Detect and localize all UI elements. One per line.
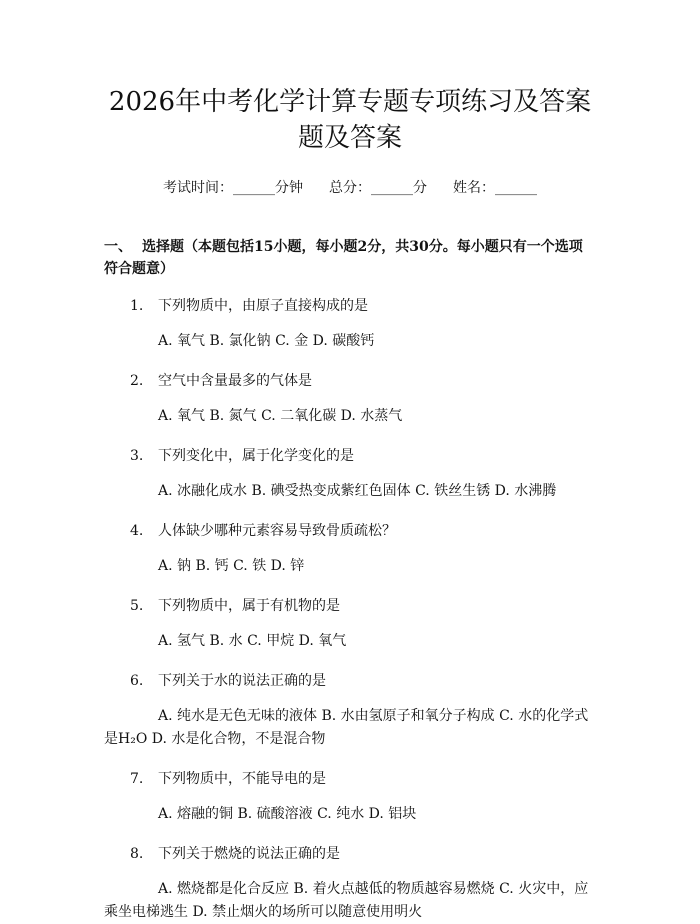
question-item xyxy=(104,296,596,353)
question-number: 6. xyxy=(130,673,144,689)
question-number: 4. xyxy=(130,523,144,539)
question-number: 2. xyxy=(130,373,144,389)
question-options: A. 氢气 B. 水 C. 甲烷 D. 氧气 xyxy=(158,633,347,649)
question-stem xyxy=(104,296,596,316)
time-blank: ______ xyxy=(233,180,275,196)
question-item xyxy=(104,596,596,653)
question-options: A. 燃烧都是化合反应 B. 着火点越低的物质越容易燃烧 C. 火灾中，应乘坐电梯逃生 D. 禁止烟火的场所可以随意使用明火 xyxy=(104,881,589,920)
question-options: A. 钠 B. 钙 C. 铁 D. 锌 xyxy=(158,558,305,574)
time-unit: 分钟 xyxy=(275,180,303,196)
question-item xyxy=(104,769,596,826)
page-title: 2026年中考化学计算专题专项练习及答案题及答案 xyxy=(108,87,592,153)
score-blank: ______ xyxy=(371,180,413,196)
score-unit: 分 xyxy=(413,180,427,196)
name-label: 姓名： xyxy=(453,180,495,196)
question-text: 下列物质中，不能导电的是 xyxy=(158,771,326,787)
name-blank: ______ xyxy=(495,180,537,196)
question-number: 8. xyxy=(130,846,144,862)
question-stem xyxy=(104,521,596,541)
question-number: 5. xyxy=(130,598,144,614)
question-item xyxy=(104,446,596,503)
question-options: A. 纯水是无色无味的液体 B. 水由氢原子和氧分子构成 C. 水的化学式是H₂O D. 水是化合物，不是混合物 xyxy=(104,708,589,747)
question-stem xyxy=(104,769,596,789)
question-stem xyxy=(104,596,596,616)
question-options: A. 氧气 B. 氮气 C. 二氧化碳 D. 水蒸气 xyxy=(158,408,403,424)
section-number: 一、 xyxy=(104,239,132,255)
question-number: 3. xyxy=(130,448,144,464)
exam-info-line xyxy=(104,178,596,198)
section-text: 选择题（本题包括15小题，每小题2分，共30分。每小题只有一个选项符合题意） xyxy=(104,239,583,277)
question-text: 人体缺少哪种元素容易导致骨质疏松？ xyxy=(158,523,396,539)
question-text: 下列物质中，属于有机物的是 xyxy=(158,598,340,614)
question-item xyxy=(104,844,596,924)
question-text: 下列关于水的说法正确的是 xyxy=(158,673,326,689)
question-number: 1. xyxy=(130,298,144,314)
question-options: A. 氧气 B. 氯化钠 C. 金 D. 碳酸钙 xyxy=(158,333,375,349)
question-text: 空气中含量最多的气体是 xyxy=(158,373,312,389)
question-item xyxy=(104,371,596,428)
section-heading xyxy=(104,236,596,280)
question-options: A. 熔融的铜 B. 硫酸溶液 C. 纯水 D. 铝块 xyxy=(158,806,417,822)
question-text: 下列关于燃烧的说法正确的是 xyxy=(158,846,340,862)
question-stem xyxy=(104,371,596,391)
question-options: A. 冰融化成水 B. 碘受热变成紫红色固体 C. 铁丝生锈 D. 水沸腾 xyxy=(158,483,557,499)
question-stem xyxy=(104,844,596,864)
question-number: 7. xyxy=(130,771,144,787)
time-label: 考试时间： xyxy=(163,180,233,196)
question-text: 下列物质中，由原子直接构成的是 xyxy=(158,298,368,314)
question-item xyxy=(104,671,596,751)
question-stem xyxy=(104,671,596,691)
question-text: 下列变化中，属于化学变化的是 xyxy=(158,448,354,464)
question-item xyxy=(104,521,596,578)
question-stem xyxy=(104,446,596,466)
score-label: 总分： xyxy=(329,180,371,196)
